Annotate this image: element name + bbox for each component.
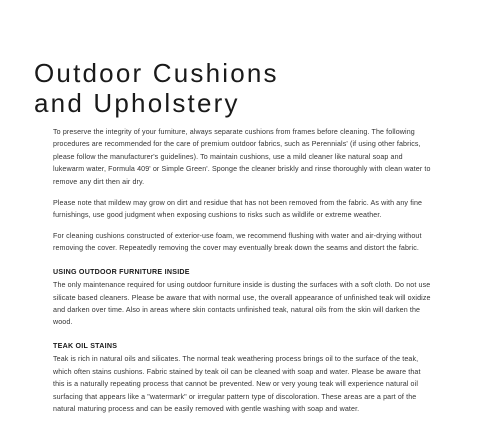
- body-content: [53, 126, 433, 424]
- page-title-line-2: and Upholstery: [34, 88, 240, 118]
- section-heading-teak-oil: TEAK OIL STAINS: [53, 341, 118, 350]
- section-body-indoor-use: The only maintenance required for using outdoor furniture inside is dusting the surfaces with a soft cloth. Do not use silicate based cleaners. Please be aware that with normal use, the overall appearance of unfinished teak will oxidize and darken over time. Also in areas where skin contacts unfinished teak, natural oils from the skin will darken the wood.: [53, 281, 431, 327]
- intro-paragraph: To preserve the integrity of your furniture, always separate cushions from frames before cleaning. The following procedures are recommended for the care of premium outdoor fabrics, such as Perennials' (if using other fabrics, please follow the manufacturer's guidelines). To maintain cushions, use a mild cleaner like natural soap and lukewarm water, Formula 409' or Simple Green'. Sponge the cleaner briskly and rinse thoroughly with clean water to remove any dirt then air dry.: [53, 128, 431, 186]
- intro-paragraph: For cleaning cushions constructed of exterior-use foam, we recommend flushing with water and air-drying without removing the cover. Repeatedly removing the cover may eventually break down the seams and distort the fabric.: [53, 232, 422, 253]
- section-body-teak-oil: Teak is rich in natural oils and silicates. The normal teak weathering process brings oil to the surface of the teak, which often stains cushions. Fabric stained by teak oil can be cleaned with soap and water. Please be aware that this is a naturally repeating process that cannot be prevented. New or very young teak will experience natural oil surfacing that appears like a "watermark" or irregular pattern type of discoloration. These areas are a part of the natural maturing process and can be easily removed with gentle washing with soap and water.: [53, 355, 421, 413]
- section-heading-indoor-use: USING OUTDOOR FURNITURE INSIDE: [53, 267, 190, 276]
- intro-paragraph: Please note that mildew may grow on dirt and residue that has not been removed from the fabric. As with any fine furnishings, use good judgment when exposing cushions to risks such as wildlife or extreme weather.: [53, 198, 423, 220]
- page-title-line-1: Outdoor Cushions: [34, 58, 279, 88]
- page-title: [34, 58, 279, 118]
